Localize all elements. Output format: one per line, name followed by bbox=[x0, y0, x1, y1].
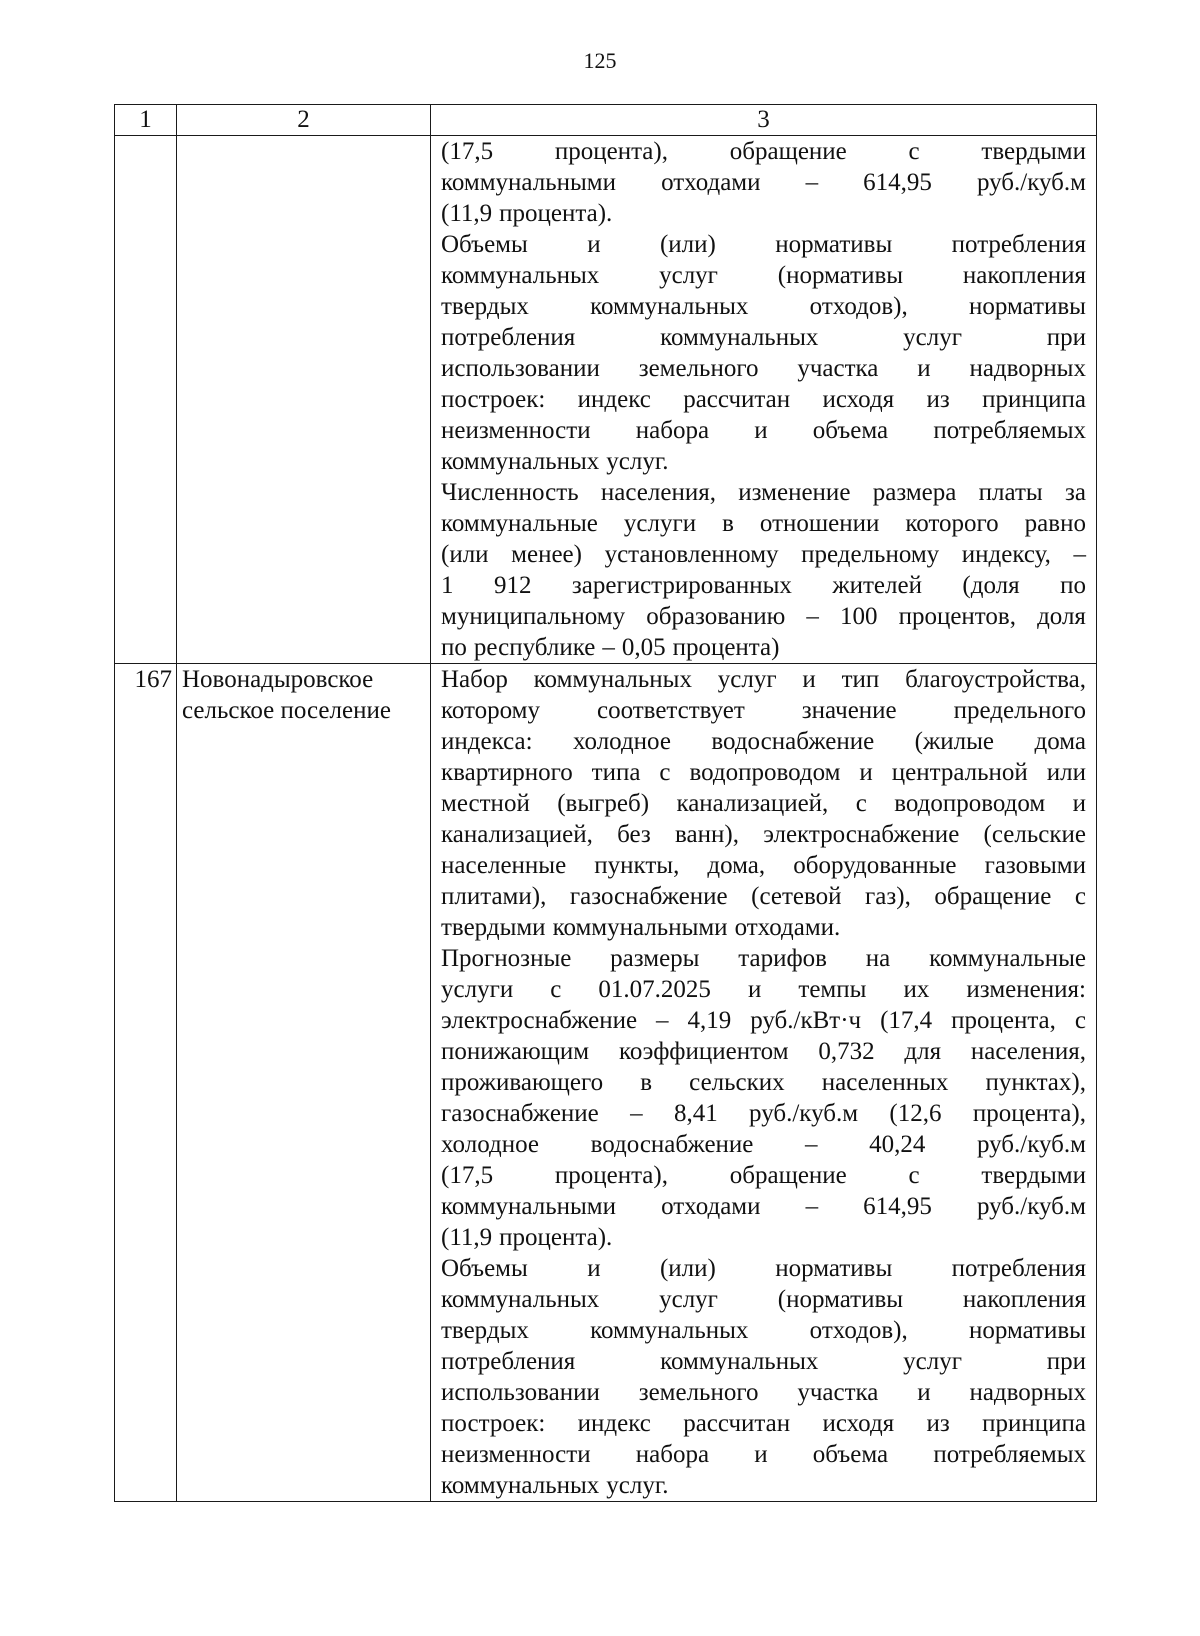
text-line: газоснабжение – 8,41 руб./куб.м (12,6 процента), bbox=[441, 1100, 1086, 1127]
text-line: построек: индекс рассчитан исходя из принципа bbox=[441, 1410, 1086, 1437]
text-line: (11,9 процента). bbox=[441, 200, 613, 227]
text-line: Новонадыровское bbox=[182, 666, 374, 693]
text-line: квартирного типа с водопроводом и центральной или bbox=[441, 759, 1086, 786]
text-line: твердых коммунальных отходов), нормативы bbox=[441, 293, 1086, 320]
text-line: услуги с 01.07.2025 и темпы их изменения: bbox=[441, 976, 1086, 1003]
text-line: коммунальных услуг. bbox=[441, 448, 669, 475]
text-line: проживающего в сельских населенных пунктах), bbox=[441, 1069, 1086, 1096]
text-line: Объемы и (или) нормативы потребления bbox=[441, 1255, 1086, 1282]
text-line: холодное водоснабжение – 40,24 руб./куб.м bbox=[441, 1131, 1086, 1158]
text-line: коммунальные услуги в отношении которого равно bbox=[441, 510, 1086, 537]
row-number-cell bbox=[115, 136, 177, 664]
page-number: 125 bbox=[583, 48, 617, 73]
header-col-2: 2 bbox=[177, 105, 431, 136]
text-line: сельское поселение bbox=[182, 697, 391, 724]
text-line: неизменности набора и объема потребляемых bbox=[441, 417, 1086, 444]
text-line: индекса: холодное водоснабжение (жилые дома bbox=[441, 728, 1086, 755]
text-line: (11,9 процента). bbox=[441, 1224, 613, 1251]
text-line: (17,5 процента), обращение с твердыми bbox=[441, 1162, 1086, 1189]
text-line: электроснабжение – 4,19 руб./кВт·ч (17,4 процента, с bbox=[441, 1007, 1086, 1034]
text-line: канализацией, без ванн), электроснабжение (сельские bbox=[441, 821, 1086, 848]
text-line: потребления коммунальных услуг при bbox=[441, 324, 1086, 351]
text-line: по республике – 0,05 процента) bbox=[441, 634, 780, 661]
table-header-row bbox=[115, 105, 1097, 136]
text-line: (17,5 процента), обращение с твердыми bbox=[441, 138, 1086, 165]
text-line: построек: индекс рассчитан исходя из принципа bbox=[441, 386, 1086, 413]
text-line: твердыми коммунальными отходами. bbox=[441, 914, 841, 941]
header-col-1: 1 bbox=[115, 105, 177, 136]
description-cell bbox=[431, 664, 1097, 1502]
tariff-table bbox=[114, 104, 1097, 1502]
text-line: коммунальных услуг (нормативы накопления bbox=[441, 1286, 1086, 1313]
text-line: коммунальных услуг (нормативы накопления bbox=[441, 262, 1086, 289]
table-row bbox=[115, 664, 1097, 1502]
text-line: Набор коммунальных услуг и тип благоустройства, bbox=[441, 666, 1086, 693]
description-cell bbox=[431, 136, 1097, 664]
text-line: 1 912 зарегистрированных жителей (доля по bbox=[441, 572, 1086, 599]
text-line: населенные пункты, дома, оборудованные газовыми bbox=[441, 852, 1086, 879]
text-line: твердых коммунальных отходов), нормативы bbox=[441, 1317, 1086, 1344]
text-line: Прогнозные размеры тарифов на коммунальные bbox=[441, 945, 1086, 972]
settlement-name-cell bbox=[177, 136, 431, 664]
text-line: Численность населения, изменение размера платы за bbox=[441, 479, 1086, 506]
text-line: которому соответствует значение предельного bbox=[441, 697, 1086, 724]
settlement-name-cell bbox=[177, 664, 431, 1502]
table-row bbox=[115, 136, 1097, 664]
text-line: использовании земельного участка и надворных bbox=[441, 1379, 1086, 1406]
text-line: местной (выгреб) канализацией, с водопроводом и bbox=[441, 790, 1086, 817]
text-line: коммунальными отходами – 614,95 руб./куб.м bbox=[441, 169, 1086, 196]
text-line: использовании земельного участка и надворных bbox=[441, 355, 1086, 382]
row-number-cell: 167 bbox=[115, 664, 177, 1502]
text-line: (или менее) установленному предельному индексу, – bbox=[441, 541, 1086, 568]
text-line: коммунальных услуг. bbox=[441, 1472, 669, 1499]
text-line: Объемы и (или) нормативы потребления bbox=[441, 231, 1086, 258]
text-line: коммунальными отходами – 614,95 руб./куб.м bbox=[441, 1193, 1086, 1220]
text-line: потребления коммунальных услуг при bbox=[441, 1348, 1086, 1375]
text-line: понижающим коэффициентом 0,732 для населения, bbox=[441, 1038, 1086, 1065]
text-line: неизменности набора и объема потребляемых bbox=[441, 1441, 1086, 1468]
text-line: муниципальному образованию – 100 процентов, доля bbox=[441, 603, 1086, 630]
text-line: плитами), газоснабжение (сетевой газ), обращение с bbox=[441, 883, 1086, 910]
header-col-3: 3 bbox=[431, 105, 1097, 136]
